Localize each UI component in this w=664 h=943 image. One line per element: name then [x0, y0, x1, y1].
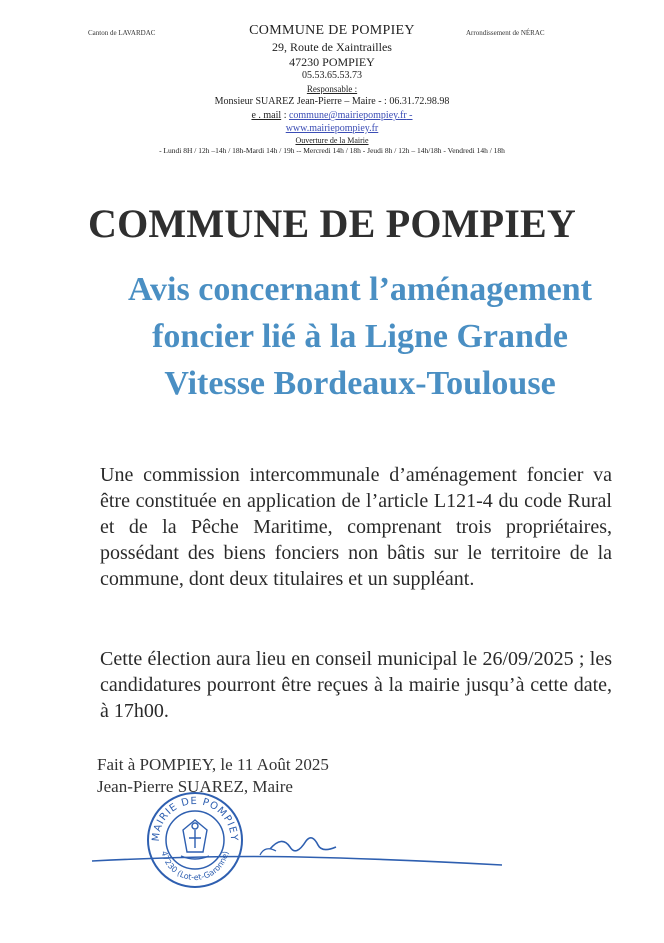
signer-name: Jean-Pierre SUAREZ, Maire — [97, 777, 293, 796]
subtitle-line2: foncier lié à la Ligne Grande — [152, 318, 568, 355]
canton-label: Canton de LAVARDAC — [88, 29, 156, 37]
stamp-top-text: MAIRIE DE POMPIEY — [150, 795, 240, 842]
header-address-line2: 47230 POMPIEY — [289, 55, 375, 69]
signature-stroke-icon — [90, 825, 510, 885]
website-link[interactable]: www.mairiepompiey.fr — [285, 123, 379, 134]
body-paragraph-2: Cette élection aura lieu en conseil municipal le 26/09/2025 ; les candidatures pourront être reçues à la mairie jusqu’à cette date, à 17h00. — [100, 648, 612, 722]
header-responsable-label: Responsable : — [306, 84, 358, 94]
page-title: COMMUNE DE POMPIEY — [88, 201, 576, 246]
email-label: e . mail — [251, 110, 282, 121]
body-paragraph-1: Une commission intercommunale d’aménagement foncier va être constituée en application de l’article L121-4 du code Rural et de la Pêche Maritime, comprenant trois propriétaires, possédant des biens fonciers non bâtis sur le territoire de la commune, dont deux titulaires et un suppléant. — [100, 464, 612, 590]
header-responsable: Monsieur SUAREZ Jean-Pierre – Maire - : 06.31.72.98.98 — [214, 96, 450, 107]
place-date: Fait à POMPIEY, le 11 Août 2025 — [97, 755, 329, 774]
subtitle-line1: Avis concernant l’aménagement — [128, 271, 592, 308]
notice-subtitle — [60, 266, 660, 407]
subtitle-line3: Vitesse Bordeaux-Toulouse — [164, 365, 556, 402]
handwritten-signature — [90, 825, 510, 890]
header-hours-label: Ouverture de la Mairie — [295, 136, 369, 145]
header-hours: - Lundi 8H / 12h –14h / 18h-Mardi 14h / 19h -- Mercredi 14h / 18h - Jeudi 8h / 12h – 14h/18h - Vendredi 14h / 18h — [159, 146, 505, 155]
header-website — [0, 123, 664, 134]
stamp-bottom-text: 47230 (Lot-et-Garonne) — [159, 850, 231, 883]
header-phone: 05.53.65.53.73 — [302, 70, 362, 81]
email-link[interactable]: commune@mairiepompiey.fr — [288, 110, 407, 121]
header-email-line: e . mail : commune@mairiepompiey.fr - — [251, 110, 413, 121]
arrondissement-label: Arrondissement de NÉRAC — [466, 29, 545, 37]
header-commune: COMMUNE DE POMPIEY — [249, 23, 415, 38]
header-address-line1: 29, Route de Xaintrailles — [272, 40, 392, 54]
